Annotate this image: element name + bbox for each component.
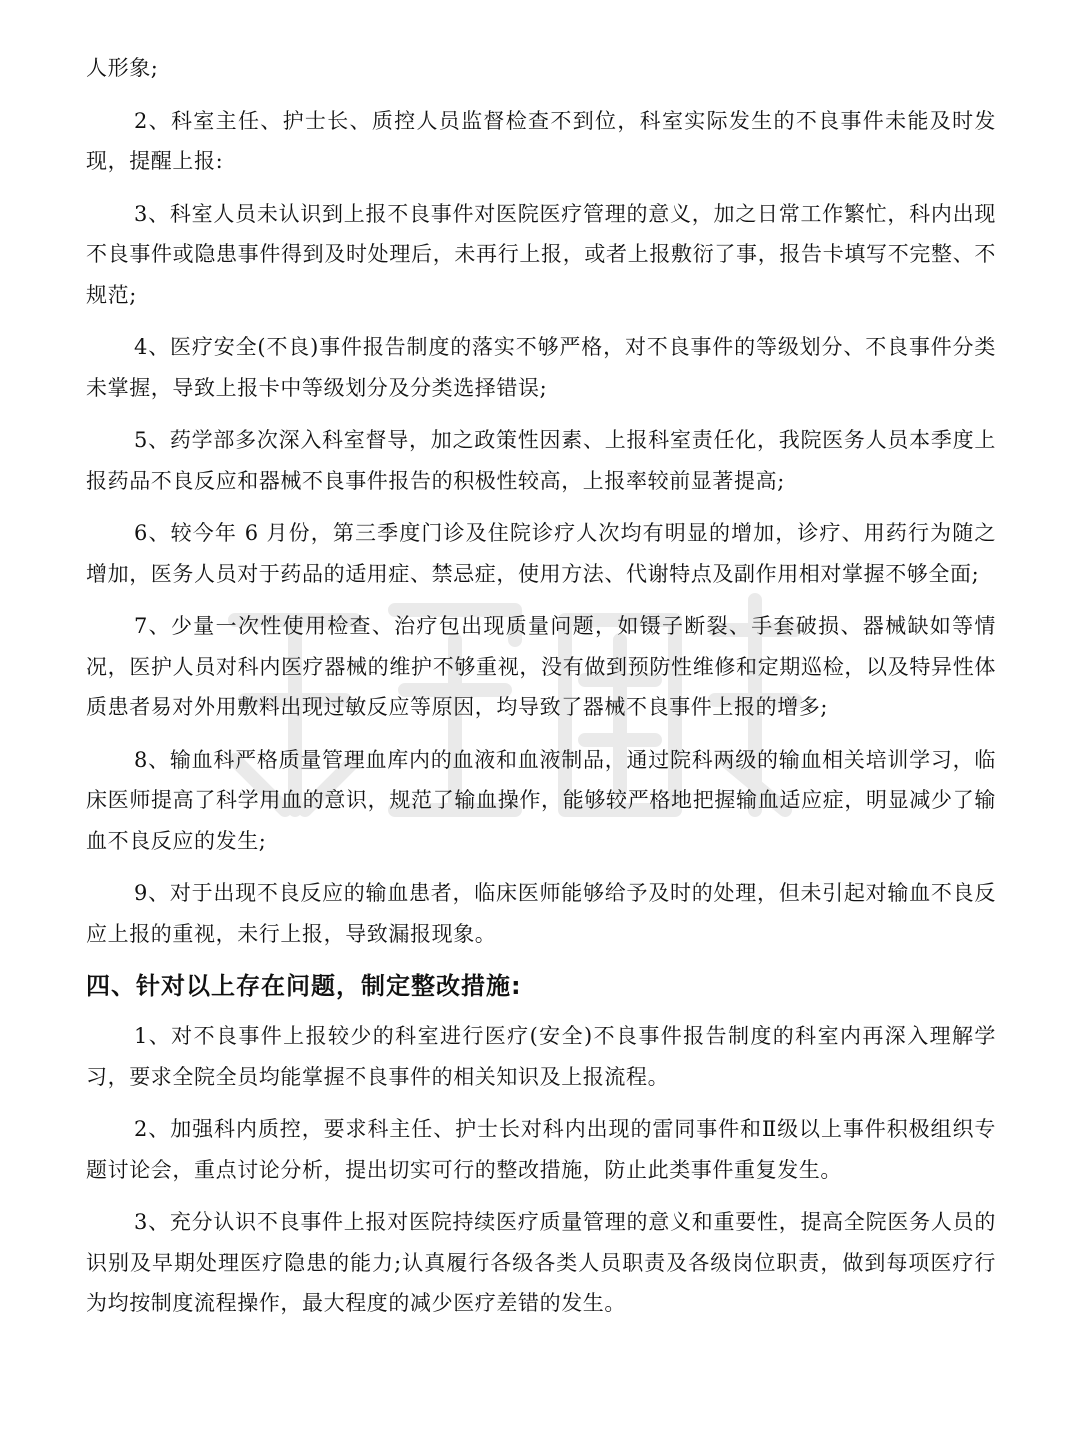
paragraph: 7、少量一次性使用检查、治疗包出现质量问题，如镊子断裂、手套破损、器械缺如等情况，医护人员对科内医疗器械的维护不够重视，没有做到预防性维修和定期巡检，以及特异性体质患者易对外用敷料出现过敏反应等原因，均导致了器械不良事件上报的增多;	[86, 614, 996, 719]
paragraph: 9、对于出现不良反应的输血患者，临床医师能够给予及时的处理，但未引起对输血不良反应上报的重视，未行上报，导致漏报现象。	[86, 881, 996, 946]
document-body	[86, 48, 996, 1336]
section-heading: 四、针对以上存在问题，制定整改措施:	[86, 972, 522, 1000]
paragraph: 8、输血科严格质量管理血库内的血液和血液制品，通过院科两级的输血相关培训学习，临床医师提高了科学用血的意识，规范了输血操作，能够较严格地把握输血适应症，明显减少了输血不良反应的发生;	[86, 747, 996, 853]
paragraphs-after	[86, 1016, 996, 1324]
paragraphs-before	[86, 48, 996, 954]
paragraph: 6、较今年 6 月份，第三季度门诊及住院诊疗人次均有明显的增加，诊疗、用药行为随之增加，医务人员对于药品的适用症、禁忌症，使用方法、代谢特点及副作用相对掌握不够全面;	[86, 521, 996, 586]
paragraph: 人形象;	[86, 56, 159, 80]
paragraph: 1、对不良事件上报较少的科室进行医疗(安全)不良事件报告制度的科室内再深入理解学习，要求全院全员均能掌握不良事件的相关知识及上报流程。	[86, 1024, 996, 1089]
paragraph: 4、医疗安全(不良)事件报告制度的落实不够严格，对不良事件的等级划分、不良事件分类未掌握，导致上报卡中等级划分及分类选择错误;	[86, 335, 996, 400]
paragraph: 2、科室主任、护士长、质控人员监督检查不到位，科室实际发生的不良事件未能及时发现，提醒上报:	[86, 108, 996, 173]
paragraph: 2、加强科内质控，要求科主任、护士长对科内出现的雷同事件和Ⅱ级以上事件积极组织专题讨论会，重点讨论分析，提出切实可行的整改措施，防止此类事件重复发生。	[86, 1117, 996, 1182]
paragraph: 5、药学部多次深入科室督导，加之政策性因素、上报科室责任化，我院医务人员本季度上报药品不良反应和器械不良事件报告的积极性较高，上报率较前显著提高;	[86, 428, 996, 493]
paragraph: 3、充分认识不良事件上报对医院持续医疗质量管理的意义和重要性，提高全院医务人员的识别及早期处理医疗隐患的能力;认真履行各级各类人员职责及各级岗位职责，做到每项医疗行为均按制度流程操作，最大程度的减少医疗差错的发生。	[86, 1210, 996, 1315]
paragraph: 3、科室人员未认识到上报不良事件对医院医疗管理的意义，加之日常工作繁忙，科内出现不良事件或隐患事件得到及时处理后，未再行上报，或者上报敷衍了事，报告卡填写不完整、不规范;	[86, 201, 996, 307]
